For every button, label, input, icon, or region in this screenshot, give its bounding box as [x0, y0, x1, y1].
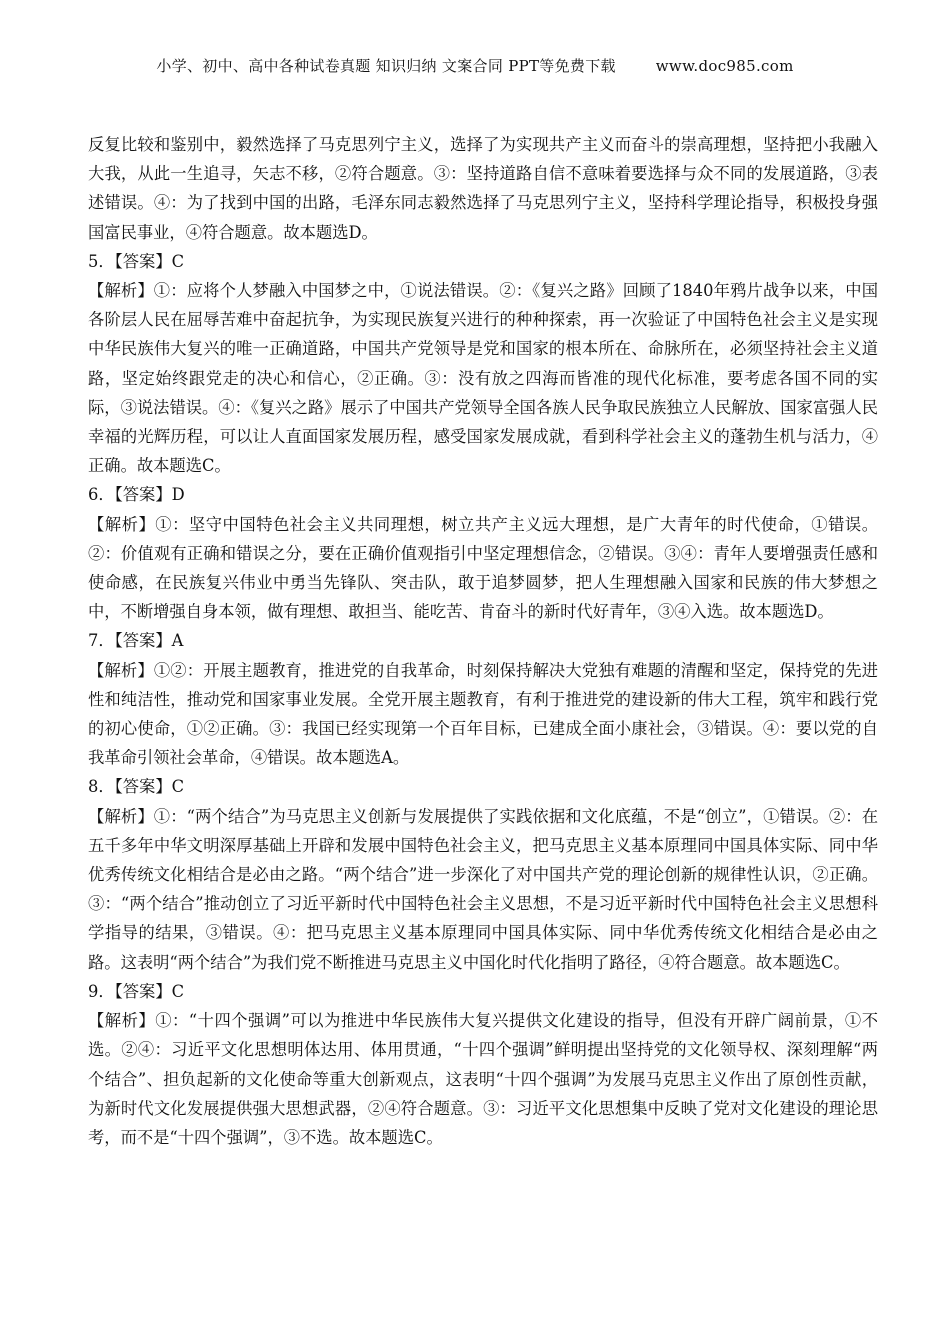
answer-heading: 7．【答案】A — [88, 631, 184, 651]
answer-heading: 5．【答案】C — [88, 251, 185, 271]
header-url: www.doc985.com — [655, 57, 794, 75]
answer-heading: 9．【答案】C — [88, 981, 185, 1001]
document-body — [88, 130, 878, 1152]
answer-heading: 8．【答案】C — [88, 777, 185, 797]
header-text: 小学、初中、高中各种试卷真题 知识归纳 文案合同 PPT等免费下载 — [156, 57, 616, 75]
paragraph: 【解析】①：应将个人梦融入中国梦之中，①说法错误。②：《复兴之路》回顾了1840年鸦片战争以来，中国各阶层人民在屈辱苦难中奋起抗争，为实现民族复兴进行的种种探索，再一次验证了中国特色社会主义是实现中华民族伟大复兴的唯一正确道路，中国共产党领导是党和国家的根本所在、命脉所在，必须坚持社会主义道路，坚定始终跟党走的决心和信心，②正确。③：没有放之四海而皆准的现代化标准，要考虑各国不同的实际，③说法错误。④：《复兴之路》展示了中国共产党领导全国各族人民争取民族独立人民解放、国家富强人民幸福的光辉历程，可以让人直面国家发展历程，感受国家发展成就，看到科学社会主义的蓬勃生机与活力，④正确。故本题选C。 — [88, 281, 878, 476]
paragraph: 【解析】①：坚守中国特色社会主义共同理想，树立共产主义远大理想，是广大青年的时代使命，①错误。②：价值观有正确和错误之分，要在正确价值观指引中坚定理想信念，②错误。③④：青年人要增强责任感和使命感，在民族复兴伟业中勇当先锋队、突击队，敢于追梦圆梦，把人生理想融入国家和民族的伟大梦想之中，不断增强自身本领，做有理想、敢担当、能吃苦、肯奋斗的新时代好青年，③④入选。故本题选D。 — [88, 514, 878, 622]
page-header — [0, 55, 950, 76]
paragraph: 【解析】①：“两个结合”为马克思主义创新与发展提供了实践依据和文化底蕴，不是“创立”，①错误。②：在五千多年中华文明深厚基础上开辟和发展中国特色社会主义，把马克思主义基本原理同中国具体实际、同中华优秀传统文化相结合是必由之路。“两个结合”进一步深化了对中国共产党的理论创新的规律性认识，②正确。③：“两个结合”推动创立了习近平新时代中国特色社会主义思想，不是习近平新时代中国特色社会主义思想科学指导的结果，③错误。④：把马克思主义基本原理同中国具体实际、同中华优秀传统文化相结合是必由之路。这表明“两个结合”为我们党不断推进马克思主义中国化时代化指明了路径，④符合题意。故本题选C。 — [88, 806, 878, 972]
answer-heading: 6．【答案】D — [88, 485, 185, 505]
paragraph: 反复比较和鉴别中，毅然选择了马克思列宁主义，选择了为实现共产主义而奋斗的崇高理想，坚持把小我融入大我，从此一生追寻，矢志不移，②符合题意。③：坚持道路自信不意味着要选择与众不同的发展道路，③表述错误。④：为了找到中国的出路，毛泽东同志毅然选择了马克思列宁主义，坚持科学理论指导，积极投身强国富民事业，④符合题意。故本题选D。 — [88, 135, 878, 242]
paragraph: 【解析】①：“十四个强调”可以为推进中华民族伟大复兴提供文化建设的指导，但没有开辟广阔前景，①不选。②④：习近平文化思想明体达用、体用贯通，“十四个强调”鲜明提出坚持党的文化领导权、深刻理解“两个结合”、担负起新的文化使命等重大创新观点，这表明“十四个强调”为发展马克思主义作出了原创性贡献，为新时代文化发展提供强大思想武器，②④符合题意。③：习近平文化思想集中反映了党对文化建设的理论思考，而不是“十四个强调”，③不选。故本题选C。 — [88, 1011, 878, 1147]
paragraph: 【解析】①②：开展主题教育，推进党的自我革命，时刻保持解决大党独有难题的清醒和坚定，保持党的先进性和纯洁性，推动党和国家事业发展。全党开展主题教育，有利于推进党的建设新的伟大工程，筑牢和践行党的初心使命，①②正确。③：我国已经实现第一个百年目标，已建成全面小康社会，③错误。④：要以党的自我革命引领社会革命，④错误。故本题选A。 — [88, 660, 878, 768]
